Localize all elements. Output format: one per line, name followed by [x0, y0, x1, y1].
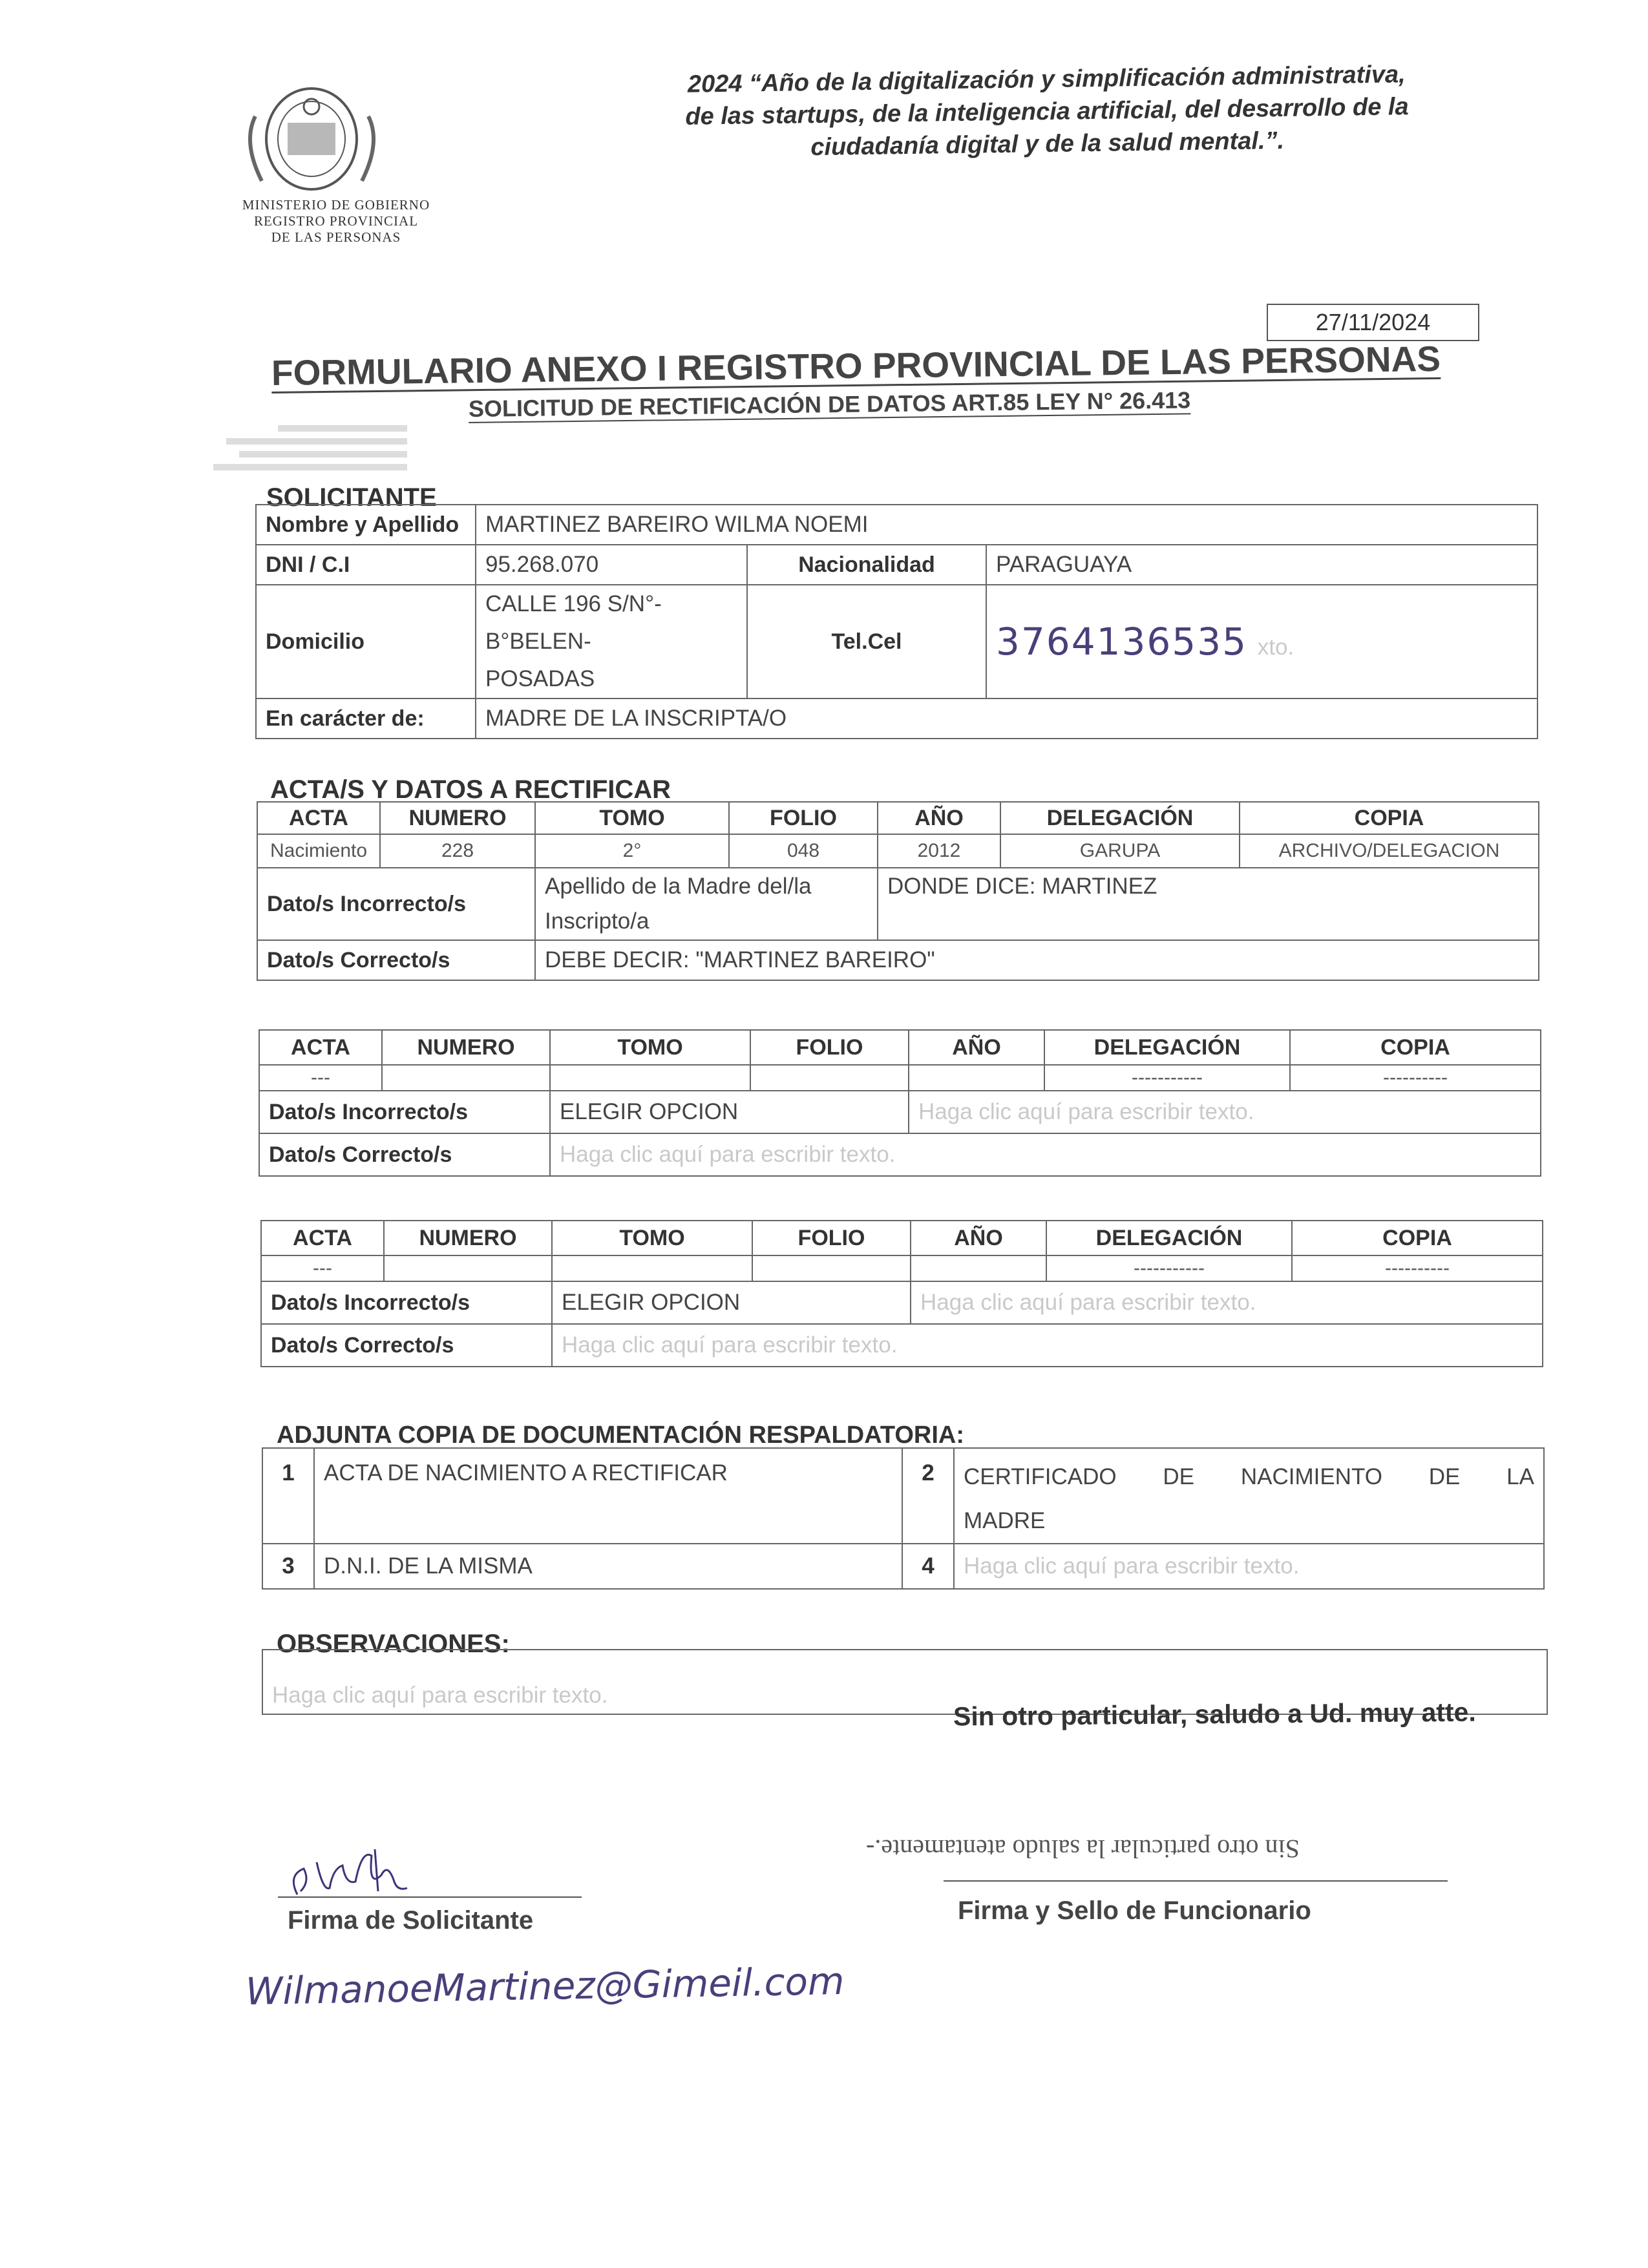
nombre-field[interactable]: MARTINEZ BAREIRO WILMA NOEMI [476, 505, 1537, 545]
col-numero: NUMERO [382, 1030, 550, 1065]
firma-funcionario-label: Firma y Sello de Funcionario [958, 1896, 1311, 1925]
caracter-label: En carácter de: [256, 698, 476, 739]
col-acta: ACTA [259, 1030, 382, 1065]
ministry-line-3: DE LAS PERSONAS [271, 229, 401, 245]
solicitante-signature-line [278, 1896, 582, 1898]
incorrecto-campo-line-2: Inscripto/a [545, 908, 650, 934]
acta-1-tomo[interactable]: 2° [535, 834, 729, 868]
form-title: FORMULARIO ANEXO I REGISTRO PROVINCIAL DE LAS PERSONAS [271, 338, 1441, 393]
nacionalidad-field[interactable]: PARAGUAYA [986, 545, 1537, 585]
closing-text: Sin otro particular, saludo a Ud. muy atte. [953, 1697, 1476, 1732]
col-numero: NUMERO [384, 1221, 552, 1255]
acta-2-correcto-field[interactable]: Haga clic aquí para escribir texto. [550, 1133, 1541, 1176]
dni-field[interactable]: 95.268.070 [476, 545, 747, 585]
provincial-seal-logo [229, 78, 394, 194]
acta-3-correcto-label: Dato/s Correcto/s [261, 1324, 552, 1367]
adjunta-item-2-text: CERTIFICADO DE NACIMIENTO DE LA MADRE [964, 1464, 1534, 1533]
form-subtitle: SOLICITUD DE RECTIFICACIÓN DE DATOS ART.85 LEY N° 26.413 [468, 386, 1191, 422]
nacionalidad-label: Nacionalidad [747, 545, 986, 585]
solicitante-table [255, 504, 1538, 739]
acta-1-tipo[interactable]: Nacimiento [257, 834, 380, 868]
col-copia: COPIA [1290, 1030, 1541, 1065]
domicilio-field[interactable] [476, 585, 747, 698]
solicitante-heading: SOLICITANTE [266, 483, 437, 512]
col-copia: COPIA [1240, 802, 1539, 834]
domicilio-label: Domicilio [256, 585, 476, 698]
col-delegacion: DELEGACIÓN [1046, 1221, 1292, 1255]
col-tomo: TOMO [552, 1221, 752, 1255]
adjunta-heading: ADJUNTA COPIA DE DOCUMENTACIÓN RESPALDATORIA: [277, 1422, 964, 1449]
adjunta-num-3: 3 [262, 1544, 314, 1589]
solicitante-handwritten-signature [284, 1836, 452, 1914]
nombre-label: Nombre y Apellido [256, 505, 476, 545]
actas-heading: ACTA/S Y DATOS A RECTIFICAR [270, 775, 671, 804]
adjunta-item-1[interactable]: ACTA DE NACIMIENTO A RECTIFICAR [314, 1448, 902, 1544]
col-folio: FOLIO [729, 802, 878, 834]
acta-3-folio[interactable] [752, 1255, 911, 1281]
col-tomo: TOMO [535, 802, 729, 834]
acta-3-table [260, 1220, 1543, 1367]
telcel-field[interactable] [986, 585, 1537, 698]
acta-3-correcto-field[interactable]: Haga clic aquí para escribir texto. [552, 1324, 1543, 1367]
acta-2-folio[interactable] [750, 1065, 909, 1091]
acta-2-copia[interactable]: ---------- [1290, 1065, 1541, 1091]
incorrecto-campo-line-1: Apellido de la Madre del/la [545, 874, 812, 899]
col-acta: ACTA [261, 1221, 384, 1255]
funcionario-signature-line [944, 1880, 1448, 1882]
ministry-line-1: MINISTERIO DE GOBIERNO [242, 197, 430, 213]
domicilio-line-2: POSADAS [485, 666, 595, 691]
domicilio-line-1: CALLE 196 S/N°-B°BELEN- [485, 591, 662, 654]
year-motto [620, 58, 1474, 166]
acta-1-copia[interactable]: ARCHIVO/DELEGACION [1240, 834, 1539, 868]
acta-3-delegacion[interactable]: ----------- [1046, 1255, 1292, 1281]
acta-2-correcto-label: Dato/s Correcto/s [259, 1133, 550, 1176]
col-copia: COPIA [1292, 1221, 1543, 1255]
col-delegacion: DELEGACIÓN [1000, 802, 1240, 834]
acta-1-numero[interactable]: 228 [380, 834, 535, 868]
motto-line-2: de las startups, de la inteligencia artificial, del desarrollo de la [685, 93, 1409, 131]
acta-2-tipo[interactable]: --- [259, 1065, 382, 1091]
acta-2-opcion-select[interactable]: ELEGIR OPCION [550, 1091, 909, 1133]
upside-down-greeting: Sin otro particular la saludo atentamente.- [866, 1834, 1300, 1864]
observaciones-heading: OBSERVACIONES: [277, 1630, 510, 1658]
acta-2-incorrecto-field[interactable]: Haga clic aquí para escribir texto. [909, 1091, 1541, 1133]
handwritten-email: WilmanoeMartinez@Gimeil.com [245, 1958, 845, 2014]
acta-1-folio[interactable]: 048 [729, 834, 878, 868]
acta-2-incorrecto-label: Dato/s Incorrecto/s [259, 1091, 550, 1133]
acta-2-tomo[interactable] [550, 1065, 750, 1091]
acta-1-incorrecto-label: Dato/s Incorrecto/s [257, 868, 535, 940]
acta-2-table [259, 1029, 1541, 1177]
acta-1-delegacion[interactable]: GARUPA [1000, 834, 1240, 868]
col-numero: NUMERO [380, 802, 535, 834]
telcel-placeholder: xto. [1257, 635, 1294, 660]
digital-signature-stamp [207, 414, 407, 474]
ministry-label [220, 197, 452, 246]
acta-3-copia[interactable]: ---------- [1292, 1255, 1543, 1281]
adjunta-num-4: 4 [902, 1544, 954, 1589]
firma-solicitante-label: Firma de Solicitante [288, 1906, 534, 1935]
acta-1-incorrecto-texto[interactable]: DONDE DICE: MARTINEZ [878, 868, 1539, 940]
adjunta-item-3[interactable]: D.N.I. DE LA MISMA [314, 1544, 902, 1589]
acta-1-correcto-label: Dato/s Correcto/s [257, 940, 535, 980]
acta-3-tomo[interactable] [552, 1255, 752, 1281]
col-folio: FOLIO [750, 1030, 909, 1065]
col-anio: AÑO [909, 1030, 1044, 1065]
ministry-line-2: REGISTRO PROVINCIAL [253, 213, 419, 229]
acta-3-tipo[interactable]: --- [261, 1255, 384, 1281]
acta-1-incorrecto-campo[interactable] [535, 868, 878, 940]
caracter-field[interactable]: MADRE DE LA INSCRIPTA/O [476, 698, 1537, 739]
motto-line-3: ciudadanía digital y de la salud mental.”. [810, 127, 1285, 162]
col-anio: AÑO [911, 1221, 1046, 1255]
adjunta-num-1: 1 [262, 1448, 314, 1544]
telcel-handwritten: 3764136535 [996, 620, 1248, 664]
acta-1-anio[interactable]: 2012 [878, 834, 1000, 868]
acta-3-incorrecto-field[interactable]: Haga clic aquí para escribir texto. [911, 1281, 1543, 1324]
acta-1-table [257, 801, 1539, 981]
acta-1-correcto-texto[interactable]: DEBE DECIR: "MARTINEZ BAREIRO" [535, 940, 1539, 980]
date-field[interactable]: 27/11/2024 [1267, 304, 1479, 341]
adjunta-table [262, 1447, 1545, 1590]
acta-3-incorrecto-label: Dato/s Incorrecto/s [261, 1281, 552, 1324]
col-acta: ACTA [257, 802, 380, 834]
acta-2-numero[interactable] [382, 1065, 550, 1091]
adjunta-item-2[interactable] [954, 1448, 1544, 1544]
telcel-label: Tel.Cel [747, 585, 986, 698]
acta-3-anio[interactable] [911, 1255, 1046, 1281]
observaciones-field[interactable]: Haga clic aquí para escribir texto. [262, 1650, 1547, 1714]
col-delegacion: DELEGACIÓN [1044, 1030, 1290, 1065]
col-tomo: TOMO [550, 1030, 750, 1065]
col-anio: AÑO [878, 802, 1000, 834]
acta-3-opcion-select[interactable]: ELEGIR OPCION [552, 1281, 911, 1324]
dni-label: DNI / C.I [256, 545, 476, 585]
acta-2-delegacion[interactable]: ----------- [1044, 1065, 1290, 1091]
motto-line-1: 2024 “Año de la digitalización y simplificación administrativa, [687, 61, 1406, 98]
acta-3-numero[interactable] [384, 1255, 552, 1281]
acta-2-anio[interactable] [909, 1065, 1044, 1091]
adjunta-num-2: 2 [902, 1448, 954, 1544]
col-folio: FOLIO [752, 1221, 911, 1255]
adjunta-item-4[interactable]: Haga clic aquí para escribir texto. [954, 1544, 1544, 1589]
